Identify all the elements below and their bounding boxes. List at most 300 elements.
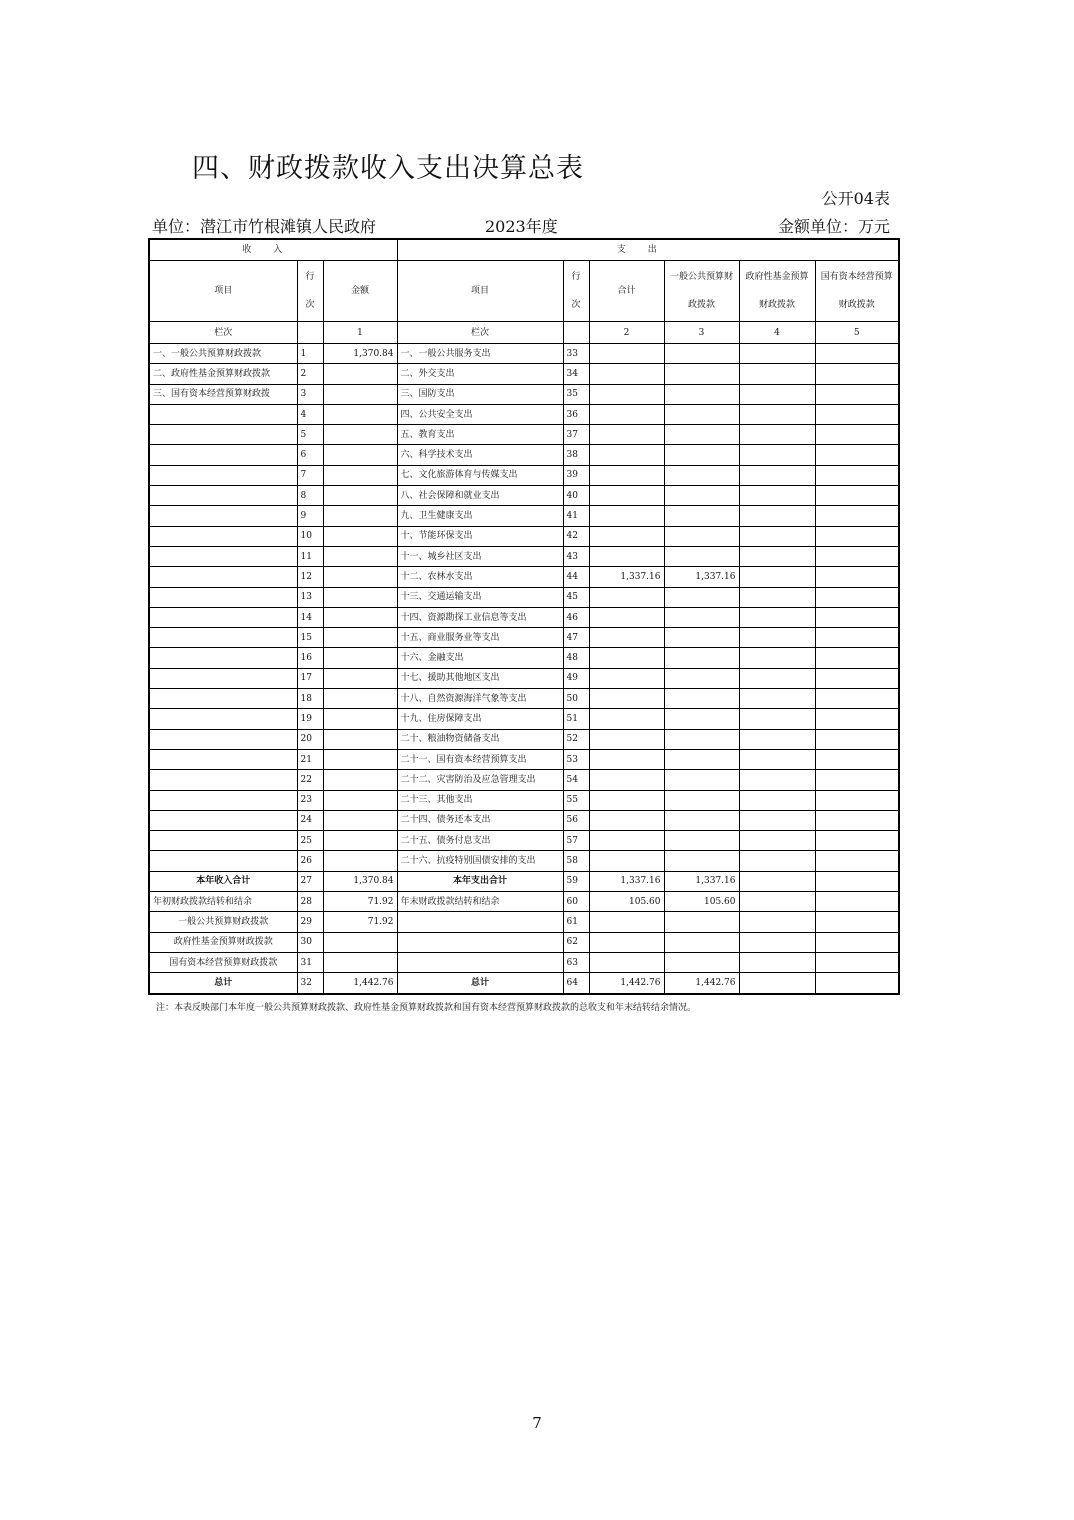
general-budget-cell: 1,337.16 [664, 567, 739, 587]
general-budget-cell [664, 425, 739, 445]
col-index-1: 1 [323, 322, 397, 344]
expense-rowno-cell: 61 [563, 912, 589, 932]
col-label: 栏次 [149, 322, 297, 344]
state-capital-cell [815, 344, 899, 364]
unit-name: 单位：潜江市竹根滩镇人民政府 [152, 217, 377, 236]
total-cell [589, 912, 664, 932]
budget-table [148, 238, 900, 995]
income-rowno-cell: 3 [297, 384, 323, 404]
total-cell: 1,337.16 [589, 871, 664, 891]
general-budget-cell [664, 770, 739, 790]
table-row [149, 526, 899, 546]
income-amount-cell [323, 506, 397, 526]
income-item-cell [149, 770, 297, 790]
expense-rowno-cell: 36 [563, 404, 589, 424]
income-rowno-cell: 2 [297, 364, 323, 384]
expense-item-cell [397, 952, 563, 972]
total-cell [589, 790, 664, 810]
state-capital-cell [815, 587, 899, 607]
general-budget-cell [664, 628, 739, 648]
fund-budget-cell [739, 709, 815, 729]
expense-item-cell: 二十三、其他支出 [397, 790, 563, 810]
total-cell [589, 587, 664, 607]
income-item-cell [149, 648, 297, 668]
income-rowno-cell: 31 [297, 952, 323, 972]
fund-budget-cell [739, 364, 815, 384]
total-cell: 105.60 [589, 892, 664, 912]
expense-item-cell: 十五、商业服务业等支出 [397, 628, 563, 648]
total-cell [589, 831, 664, 851]
general-budget-cell [664, 790, 739, 810]
income-rowno-cell: 9 [297, 506, 323, 526]
table-row [149, 770, 899, 790]
income-amount-cell [323, 465, 397, 485]
total-cell [589, 404, 664, 424]
total-cell [589, 770, 664, 790]
total-cell [589, 364, 664, 384]
expense-item-cell: 一、一般公共服务支出 [397, 344, 563, 364]
fund-budget-cell [739, 344, 815, 364]
col-index-2: 2 [589, 322, 664, 344]
table-row [149, 689, 899, 709]
total-cell [589, 749, 664, 769]
income-item-cell: 本年收入合计 [149, 871, 297, 891]
expense-item-cell: 三、国防支出 [397, 384, 563, 404]
state-capital-cell [815, 628, 899, 648]
state-capital-cell [815, 506, 899, 526]
table-row [149, 810, 899, 830]
table-row [149, 831, 899, 851]
fund-budget-cell [739, 831, 815, 851]
general-budget-cell [664, 526, 739, 546]
expense-rowno-header: 行次 [563, 261, 589, 322]
table-row [149, 607, 899, 627]
table-row [149, 384, 899, 404]
total-cell [589, 851, 664, 871]
table-row [149, 851, 899, 871]
income-rowno-cell: 25 [297, 831, 323, 851]
income-item-cell [149, 465, 297, 485]
income-item-cell [149, 445, 297, 465]
income-amount-cell [323, 567, 397, 587]
expense-rowno-cell: 41 [563, 506, 589, 526]
fund-budget-cell [739, 749, 815, 769]
general-budget-cell [664, 445, 739, 465]
expense-item-cell: 十九、住房保障支出 [397, 709, 563, 729]
expense-item-cell: 总计 [397, 973, 563, 994]
income-rowno-cell: 32 [297, 973, 323, 994]
general-budget-cell [664, 648, 739, 668]
state-capital-cell [815, 364, 899, 384]
fund-budget-cell [739, 810, 815, 830]
income-amount-cell [323, 709, 397, 729]
total-cell [589, 607, 664, 627]
expense-item-cell: 九、卫生健康支出 [397, 506, 563, 526]
expense-item-cell: 二十二、灾害防治及应急管理支出 [397, 770, 563, 790]
table-row [149, 973, 899, 994]
general-budget-cell [664, 404, 739, 424]
income-amount-cell [323, 790, 397, 810]
state-capital-cell [815, 526, 899, 546]
table-row [149, 790, 899, 810]
col-label: 栏次 [397, 322, 563, 344]
income-rowno-cell: 27 [297, 871, 323, 891]
expense-rowno-cell: 49 [563, 668, 589, 688]
income-item-cell [149, 831, 297, 851]
general-budget-cell [664, 709, 739, 729]
income-rowno-cell: 29 [297, 912, 323, 932]
fund-budget-cell [739, 567, 815, 587]
expense-item-cell: 二十四、债务还本支出 [397, 810, 563, 830]
fund-budget-cell [739, 526, 815, 546]
fund-budget-cell [739, 607, 815, 627]
state-capital-cell [815, 465, 899, 485]
expense-rowno-cell: 43 [563, 546, 589, 566]
income-rowno-cell: 6 [297, 445, 323, 465]
income-item-cell [149, 607, 297, 627]
table-row [149, 506, 899, 526]
income-item-cell [149, 486, 297, 506]
column-header-row [149, 261, 899, 322]
income-rowno-cell: 14 [297, 607, 323, 627]
income-rowno-cell: 17 [297, 668, 323, 688]
total-cell [589, 952, 664, 972]
general-budget-cell [664, 912, 739, 932]
expense-rowno-cell: 62 [563, 932, 589, 952]
fund-budget-cell [739, 892, 815, 912]
income-item-cell [149, 709, 297, 729]
total-cell [589, 668, 664, 688]
income-item-cell [149, 729, 297, 749]
table-note: 注：本表反映部门本年度一般公共预算财政拨款、政府性基金预算财政拨款和国有资本经营预算财政拨款的总收支和年末结转结余情况。 [156, 1003, 697, 1013]
amount-unit: 金额单位：万元 [777, 217, 890, 236]
income-amount-cell: 71.92 [323, 892, 397, 912]
expense-rowno-cell: 51 [563, 709, 589, 729]
income-item-cell [149, 404, 297, 424]
income-item-cell [149, 425, 297, 445]
general-budget-cell: 105.60 [664, 892, 739, 912]
expense-item-cell: 六、科学技术支出 [397, 445, 563, 465]
fund-budget-cell [739, 384, 815, 404]
income-item-cell [149, 628, 297, 648]
expense-item-cell: 八、社会保障和就业支出 [397, 486, 563, 506]
expense-rowno-cell: 38 [563, 445, 589, 465]
state-capital-cell [815, 892, 899, 912]
expense-rowno-cell: 42 [563, 526, 589, 546]
form-number: 公开04表 [821, 189, 890, 208]
col-index-5: 5 [815, 322, 899, 344]
income-item-cell [149, 567, 297, 587]
fiscal-year: 2023年度 [485, 217, 558, 236]
expense-item-cell: 十六、金融支出 [397, 648, 563, 668]
fund-budget-cell [739, 465, 815, 485]
income-item-cell: 一般公共预算财政拨款 [149, 912, 297, 932]
general-budget-cell: 1,337.16 [664, 871, 739, 891]
state-capital-cell [815, 445, 899, 465]
income-rowno-cell: 5 [297, 425, 323, 445]
income-amount-cell [323, 445, 397, 465]
income-rowno-cell: 12 [297, 567, 323, 587]
fund-budget-cell [739, 445, 815, 465]
total-cell [589, 932, 664, 952]
expense-item-cell: 十一、城乡社区支出 [397, 546, 563, 566]
income-rowno-cell: 1 [297, 344, 323, 364]
state-capital-cell [815, 384, 899, 404]
general-budget-header: 一般公共预算财政拨款 [664, 261, 739, 322]
total-cell [589, 546, 664, 566]
state-capital-cell [815, 851, 899, 871]
expense-rowno-cell: 48 [563, 648, 589, 668]
general-budget-cell [664, 952, 739, 972]
expense-item-cell: 二十、粮油物资储备支出 [397, 729, 563, 749]
table-row [149, 952, 899, 972]
state-capital-cell [815, 607, 899, 627]
fund-budget-cell [739, 506, 815, 526]
expense-rowno-cell: 63 [563, 952, 589, 972]
income-rowno-cell: 8 [297, 486, 323, 506]
state-capital-cell [815, 831, 899, 851]
general-budget-cell [664, 384, 739, 404]
state-capital-cell [815, 486, 899, 506]
state-capital-cell [815, 770, 899, 790]
table-row [149, 729, 899, 749]
state-capital-cell [815, 404, 899, 424]
income-amount-cell [323, 404, 397, 424]
expense-rowno-cell: 59 [563, 871, 589, 891]
income-rowno-cell: 13 [297, 587, 323, 607]
table-row [149, 364, 899, 384]
expense-item-cell: 四、公共安全支出 [397, 404, 563, 424]
general-budget-cell [664, 668, 739, 688]
general-budget-cell [664, 587, 739, 607]
total-header: 合计 [589, 261, 664, 322]
table-row [149, 668, 899, 688]
total-cell [589, 465, 664, 485]
expense-item-cell: 二十五、债务付息支出 [397, 831, 563, 851]
income-item-cell: 年初财政拨款结转和结余 [149, 892, 297, 912]
col-index-4: 4 [739, 322, 815, 344]
expense-item-cell: 本年支出合计 [397, 871, 563, 891]
expense-rowno-cell: 33 [563, 344, 589, 364]
table-row [149, 425, 899, 445]
expense-item-cell: 年末财政拨款结转和结余 [397, 892, 563, 912]
income-rowno-cell: 18 [297, 689, 323, 709]
state-capital-cell [815, 709, 899, 729]
fund-budget-cell [739, 790, 815, 810]
income-item-cell: 总计 [149, 973, 297, 994]
income-item-cell [149, 526, 297, 546]
expense-item-cell: 十三、交通运输支出 [397, 587, 563, 607]
expense-rowno-cell: 64 [563, 973, 589, 994]
general-budget-cell [664, 810, 739, 830]
expense-rowno-cell: 37 [563, 425, 589, 445]
state-capital-cell [815, 810, 899, 830]
income-amount-cell [323, 648, 397, 668]
table-row [149, 567, 899, 587]
expense-rowno-cell: 57 [563, 831, 589, 851]
total-cell [589, 709, 664, 729]
page-title: 四、财政拨款收入支出决算总表 [192, 153, 584, 184]
general-budget-cell [664, 607, 739, 627]
income-rowno-cell: 22 [297, 770, 323, 790]
income-amount-cell: 71.92 [323, 912, 397, 932]
fund-budget-cell [739, 871, 815, 891]
table-row [149, 445, 899, 465]
state-capital-cell [815, 912, 899, 932]
general-budget-cell [664, 364, 739, 384]
expense-item-cell: 十七、援助其他地区支出 [397, 668, 563, 688]
unit-line [152, 214, 890, 236]
income-amount-cell [323, 607, 397, 627]
expense-item-cell [397, 932, 563, 952]
total-cell: 1,337.16 [589, 567, 664, 587]
table-row [149, 546, 899, 566]
income-item-cell: 三、国有资本经营预算财政拨 [149, 384, 297, 404]
income-amount-cell [323, 364, 397, 384]
income-amount-cell [323, 526, 397, 546]
fund-budget-cell [739, 486, 815, 506]
income-item-cell [149, 668, 297, 688]
fund-budget-cell [739, 689, 815, 709]
income-rowno-cell: 7 [297, 465, 323, 485]
expense-rowno-cell: 50 [563, 689, 589, 709]
fund-budget-cell [739, 851, 815, 871]
fund-budget-cell [739, 952, 815, 972]
fund-budget-cell [739, 770, 815, 790]
state-capital-cell [815, 749, 899, 769]
expense-rowno-cell: 34 [563, 364, 589, 384]
table-row [149, 628, 899, 648]
col-blank [563, 322, 589, 344]
general-budget-cell [664, 831, 739, 851]
table-row [149, 648, 899, 668]
income-amount-cell: 1,370.84 [323, 871, 397, 891]
state-capital-cell [815, 729, 899, 749]
fund-budget-cell [739, 932, 815, 952]
expense-rowno-cell: 47 [563, 628, 589, 648]
income-item-cell [149, 749, 297, 769]
expense-rowno-cell: 40 [563, 486, 589, 506]
expense-rowno-cell: 52 [563, 729, 589, 749]
general-budget-cell [664, 546, 739, 566]
income-amount-cell [323, 546, 397, 566]
income-amount-cell [323, 831, 397, 851]
total-cell [589, 425, 664, 445]
income-rowno-cell: 11 [297, 546, 323, 566]
fund-budget-cell [739, 546, 815, 566]
fund-budget-cell [739, 628, 815, 648]
expense-rowno-cell: 39 [563, 465, 589, 485]
column-index-row [149, 322, 899, 344]
expense-item-cell: 十四、资源勘探工业信息等支出 [397, 607, 563, 627]
income-rowno-cell: 20 [297, 729, 323, 749]
fund-budget-cell [739, 729, 815, 749]
table-row [149, 749, 899, 769]
total-cell [589, 648, 664, 668]
expense-rowno-cell: 56 [563, 810, 589, 830]
fund-budget-cell [739, 425, 815, 445]
total-cell [589, 689, 664, 709]
income-amount-header: 金额 [323, 261, 397, 322]
fund-budget-header: 政府性基金预算财政拨款 [739, 261, 815, 322]
general-budget-cell [664, 506, 739, 526]
state-capital-cell [815, 546, 899, 566]
general-budget-cell [664, 851, 739, 871]
expense-rowno-cell: 55 [563, 790, 589, 810]
general-budget-cell [664, 729, 739, 749]
expense-item-cell: 五、教育支出 [397, 425, 563, 445]
expense-rowno-cell: 44 [563, 567, 589, 587]
state-capital-cell [815, 871, 899, 891]
table-row [149, 404, 899, 424]
table-row [149, 486, 899, 506]
expense-rowno-cell: 46 [563, 607, 589, 627]
total-cell [589, 384, 664, 404]
income-item-header: 项目 [149, 261, 297, 322]
income-rowno-cell: 30 [297, 932, 323, 952]
table-row [149, 587, 899, 607]
state-capital-cell [815, 648, 899, 668]
col-index-3: 3 [664, 322, 739, 344]
general-budget-cell [664, 344, 739, 364]
state-capital-cell [815, 425, 899, 445]
table-row [149, 912, 899, 932]
income-rowno-header: 行次 [297, 261, 323, 322]
section-header-row [149, 239, 899, 261]
income-rowno-cell: 21 [297, 749, 323, 769]
income-item-cell [149, 810, 297, 830]
income-amount-cell [323, 384, 397, 404]
fund-budget-cell [739, 587, 815, 607]
income-rowno-cell: 16 [297, 648, 323, 668]
income-item-cell [149, 689, 297, 709]
income-item-cell: 政府性基金预算财政拨款 [149, 932, 297, 952]
fund-budget-cell [739, 404, 815, 424]
income-item-cell [149, 587, 297, 607]
income-rowno-cell: 15 [297, 628, 323, 648]
total-cell [589, 628, 664, 648]
income-amount-cell [323, 425, 397, 445]
income-amount-cell [323, 668, 397, 688]
total-cell [589, 526, 664, 546]
table-row [149, 709, 899, 729]
expense-rowno-cell: 54 [563, 770, 589, 790]
total-cell [589, 506, 664, 526]
col-blank [297, 322, 323, 344]
expense-item-cell: 二、外交支出 [397, 364, 563, 384]
income-rowno-cell: 10 [297, 526, 323, 546]
expense-rowno-cell: 35 [563, 384, 589, 404]
income-amount-cell [323, 810, 397, 830]
state-capital-cell [815, 567, 899, 587]
general-budget-cell [664, 486, 739, 506]
total-cell: 1,442.76 [589, 973, 664, 994]
income-amount-cell: 1,442.76 [323, 973, 397, 994]
expense-item-cell [397, 912, 563, 932]
income-item-cell: 一、一般公共预算财政拨款 [149, 344, 297, 364]
income-amount-cell [323, 689, 397, 709]
table-row [149, 892, 899, 912]
expense-rowno-cell: 60 [563, 892, 589, 912]
table-row [149, 465, 899, 485]
state-capital-cell [815, 790, 899, 810]
general-budget-cell [664, 932, 739, 952]
general-budget-cell [664, 689, 739, 709]
expense-item-header: 项目 [397, 261, 563, 322]
state-capital-cell [815, 689, 899, 709]
income-rowno-cell: 24 [297, 810, 323, 830]
income-amount-cell [323, 628, 397, 648]
